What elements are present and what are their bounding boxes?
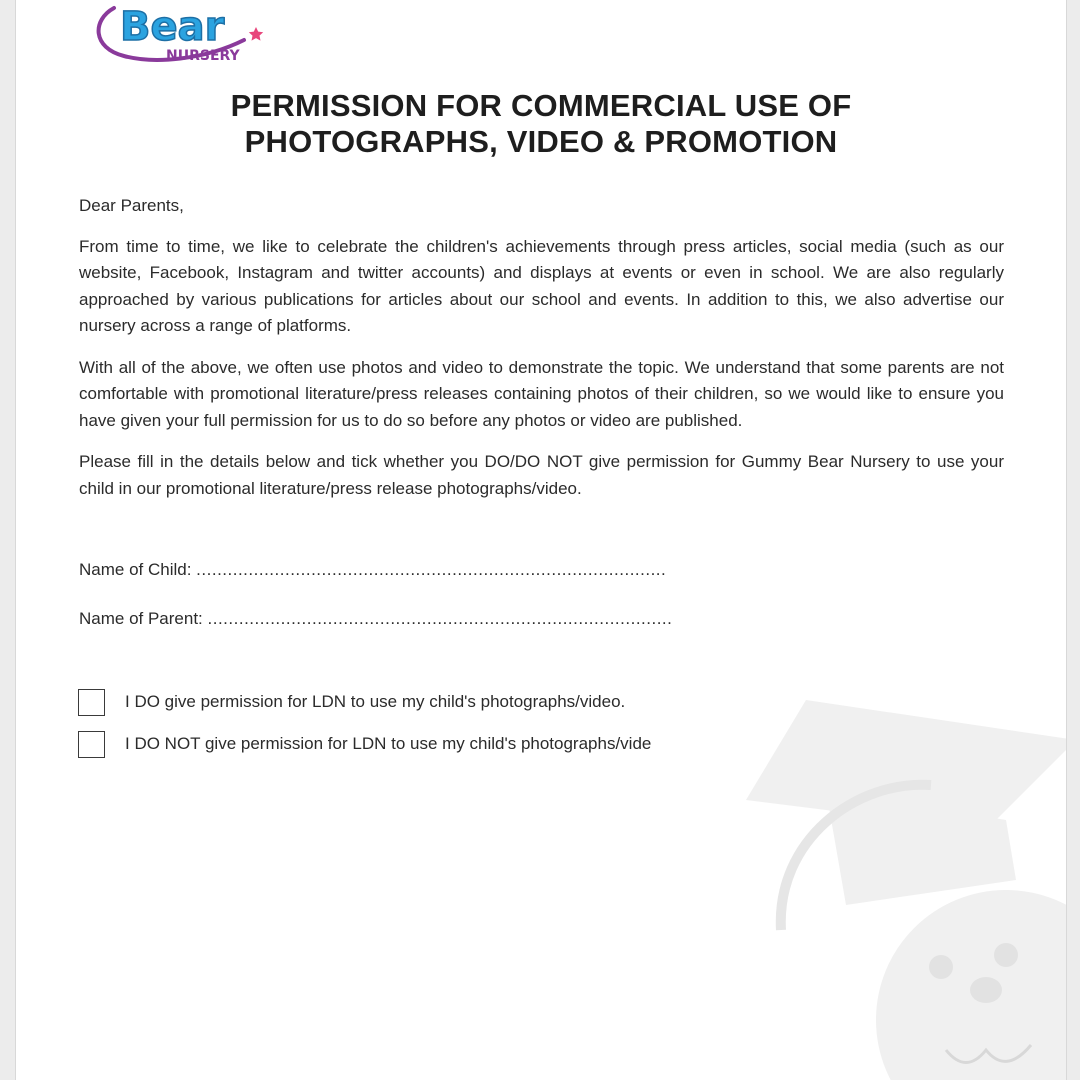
permission-do-option[interactable] bbox=[78, 687, 625, 717]
greeting: Dear Parents, bbox=[79, 196, 184, 215]
parent-name-field[interactable] bbox=[79, 609, 672, 629]
logo-star-icon bbox=[249, 27, 263, 41]
permission-do-label: I DO give permission for LDN to use my child's photographs/video. bbox=[125, 692, 626, 711]
letter-body bbox=[79, 193, 1004, 517]
paragraph-1: From time to time, we like to celebrate the children's achievements through press articles, social media (such as our website, Facebook, Instagram and twitter accounts) and displays at events or even in school. We are also regularly approached by various publications for articles about our school and events. In addition to this, we also advertise our nursery across a range of platforms. bbox=[79, 236, 1004, 335]
permission-do-not-checkbox[interactable] bbox=[78, 731, 105, 758]
paragraph-3: Please fill in the details below and tick whether you DO/DO NOT give permission for Gummy Bear Nursery to use your child in our promotional literature/press release photographs/video. bbox=[79, 452, 1004, 498]
graduation-bear-watermark-icon bbox=[706, 690, 1067, 1080]
permission-do-not-option[interactable] bbox=[78, 729, 651, 759]
paragraph-2: With all of the above, we often use photos and video to demonstrate the topic. We understand that some parents are not comfortable with promotional literature/press releases containing photos of their children, so we would like to ensure you have given your full permission for us to do so before any photos or video are published. bbox=[79, 357, 1004, 430]
nursery-logo bbox=[84, 0, 284, 68]
document-page bbox=[15, 0, 1067, 1080]
parent-name-line[interactable]: ......................................................................................... bbox=[207, 609, 673, 628]
child-name-line[interactable]: .......................................................................................... bbox=[196, 560, 667, 579]
logo-brand: Bear bbox=[120, 4, 225, 50]
title-line-2: PHOTOGRAPHS, VIDEO & PROMOTION bbox=[244, 124, 838, 159]
parent-name-label: Name of Parent: bbox=[79, 609, 203, 628]
page-title bbox=[16, 88, 1066, 160]
permission-do-not-label: I DO NOT give permission for LDN to use my child's photographs/vide bbox=[125, 734, 652, 753]
title-line-1: PERMISSION FOR COMMERCIAL USE OF bbox=[230, 88, 852, 123]
permission-do-checkbox[interactable] bbox=[78, 689, 105, 716]
child-name-label: Name of Child: bbox=[79, 560, 192, 579]
child-name-field[interactable] bbox=[79, 560, 666, 580]
logo-subtitle: NURSERY bbox=[166, 48, 240, 64]
